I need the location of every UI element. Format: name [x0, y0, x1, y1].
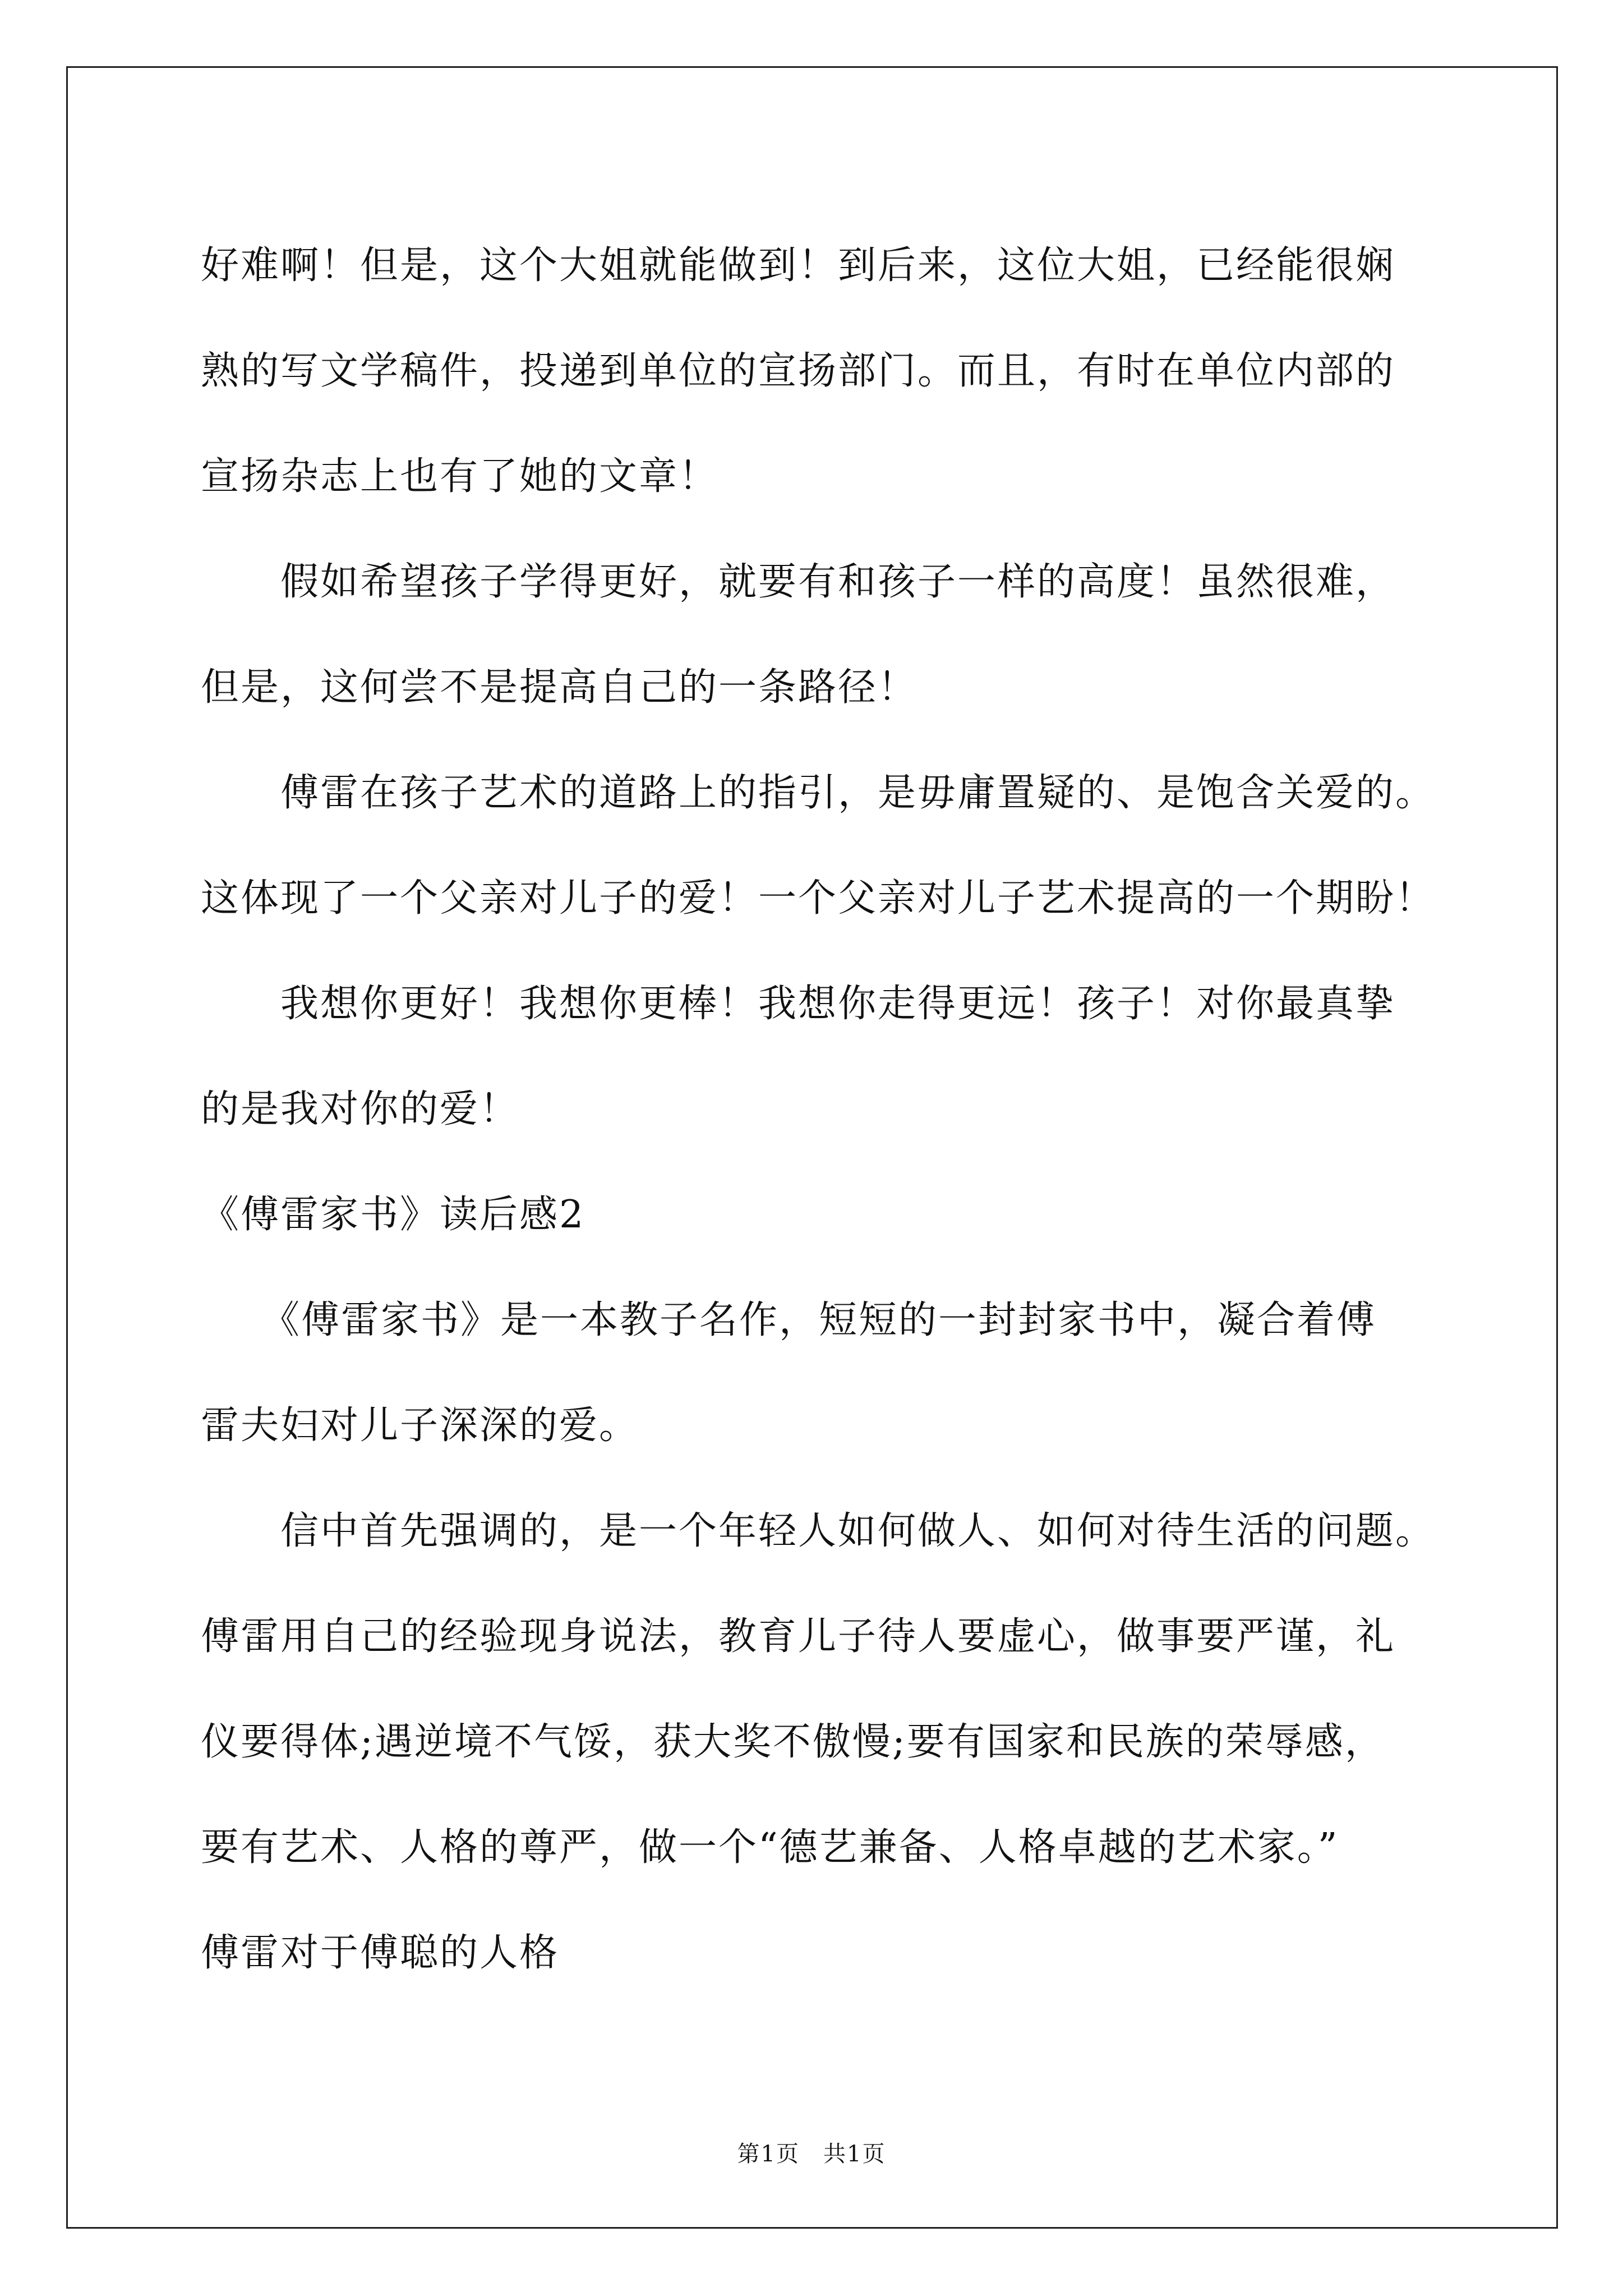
- page-number: 第1页 共1页: [737, 2141, 886, 2167]
- text-line: 宣扬杂志上也有了她的文章！: [201, 454, 719, 499]
- text-line: 我想你更好！我想你更棒！我想你走得更远！孩子！对你最真挚: [201, 982, 1396, 1026]
- text-line: 熟的写文学稿件，投递到单位的宣扬部门。而且，有时在单位内部的: [201, 349, 1396, 393]
- text-line: 仪要得体;遇逆境不气馁，获大奖不傲慢;要有国家和民族的荣辱感，: [201, 1720, 1385, 1764]
- text-line: 傅雷在孩子艺术的道路上的指引，是毋庸置疑的、是饱含关爱的。: [201, 771, 1436, 815]
- text-line: 但是，这何尝不是提高自己的一条路径！: [201, 665, 918, 710]
- text-line: 《傅雷家书》是一本教子名作，短短的一封封家书中，凝合着傅: [201, 1298, 1377, 1342]
- text-line: 要有艺术、人格的尊严，做一个“德艺兼备、人格卓越的艺术家。”: [201, 1825, 1339, 1870]
- section-title: 《傅雷家书》读后感2: [201, 1193, 585, 1237]
- text-line: 雷夫妇对儿子深深的爱。: [201, 1404, 639, 1448]
- text-line: 这体现了一个父亲对儿子的爱！一个父亲对儿子艺术提高的一个期盼！: [201, 876, 1436, 921]
- text-line: 的是我对你的爱！: [201, 1087, 520, 1131]
- text-line: 傅雷用自己的经验现身说法，教育儿子待人要虚心，做事要严谨，礼: [201, 1614, 1396, 1659]
- document-body: [201, 213, 1436, 2006]
- text-line: 信中首先强调的，是一个年轻人如何做人、如何对待生活的问题。: [201, 1509, 1436, 1553]
- text-line: 假如希望孩子学得更好，就要有和孩子一样的高度！虽然很难，: [201, 560, 1396, 604]
- text-line: 傅雷对于傅聪的人格: [201, 1931, 560, 1975]
- text-line: 好难啊！但是，这个大姐就能做到！到后来，这位大姐，已经能很娴: [201, 243, 1396, 288]
